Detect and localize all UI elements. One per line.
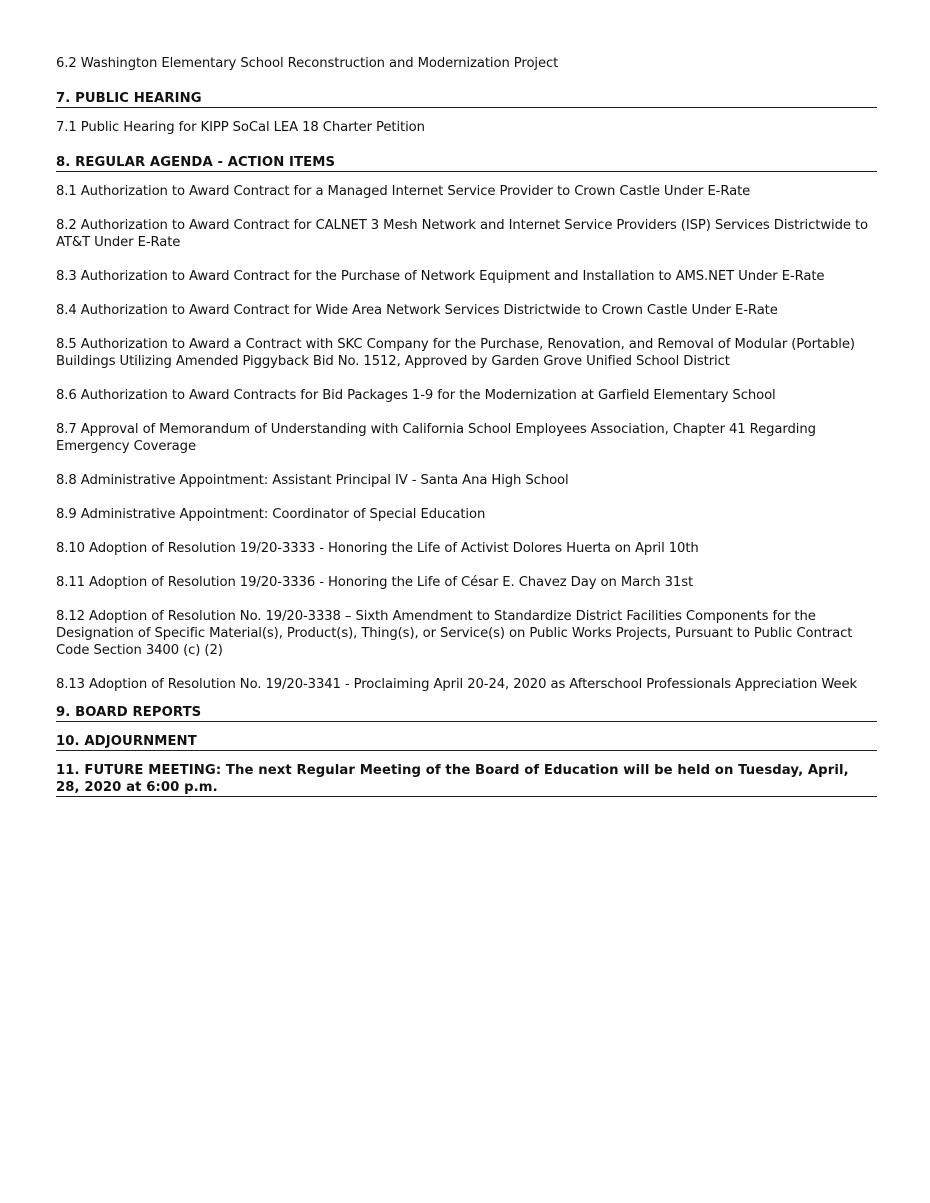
section-heading-regular-agenda: 8. REGULAR AGENDA - ACTION ITEMS <box>56 154 877 172</box>
agenda-item-8-6: 8.6 Authorization to Award Contracts for Bid Packages 1-9 for the Modernization at Garfield Elementary School <box>56 388 776 403</box>
section-heading-adjournment: 10. ADJOURNMENT <box>56 733 877 751</box>
agenda-item-8-7: 8.7 Approval of Memorandum of Understanding with California School Employees Association, Chapter 41 Regarding Emergency Coverage <box>56 422 816 454</box>
agenda-item-8-1: 8.1 Authorization to Award Contract for a Managed Internet Service Provider to Crown Castle Under E-Rate <box>56 184 751 199</box>
agenda-item-8-3: 8.3 Authorization to Award Contract for the Purchase of Network Equipment and Installation to AMS.NET Under E-Rate <box>56 269 825 284</box>
agenda-page <box>56 55 877 808</box>
agenda-item-6-2: 6.2 Washington Elementary School Reconstruction and Modernization Project <box>56 56 559 71</box>
agenda-item-7-1: 7.1 Public Hearing for KIPP SoCal LEA 18 Charter Petition <box>56 120 425 135</box>
agenda-item-8-10: 8.10 Adoption of Resolution 19/20-3333 - Honoring the Life of Activist Dolores Huerta on April 10th <box>56 541 699 556</box>
section-heading-public-hearing: 7. PUBLIC HEARING <box>56 90 877 108</box>
section-heading-future-meeting: 11. FUTURE MEETING: The next Regular Meeting of the Board of Education will be held on Tuesday, April, 28, 2020 at 6:00 p.m. <box>56 762 877 797</box>
agenda-item-8-9: 8.9 Administrative Appointment: Coordinator of Special Education <box>56 507 486 522</box>
agenda-item-8-11: 8.11 Adoption of Resolution 19/20-3336 - Honoring the Life of César E. Chavez Day on March 31st <box>56 575 694 590</box>
agenda-item-8-13: 8.13 Adoption of Resolution No. 19/20-3341 - Proclaiming April 20-24, 2020 as Afterschool Professionals Appreciation Week <box>56 677 858 692</box>
agenda-item-8-2: 8.2 Authorization to Award Contract for CALNET 3 Mesh Network and Internet Service Providers (ISP) Services Districtwide to AT&T Under E-Rate <box>56 218 869 250</box>
agenda-item-8-4: 8.4 Authorization to Award Contract for Wide Area Network Services Districtwide to Crown Castle Under E-Rate <box>56 303 778 318</box>
agenda-item-8-12: 8.12 Adoption of Resolution No. 19/20-3338 – Sixth Amendment to Standardize District Facilities Components for the Designation of Specific Material(s), Product(s), Thing(s), or Service(s) on Public Works Projects, Pursuant to Public Contract Code Section 3400 (c) (2) <box>56 609 853 658</box>
section-heading-board-reports: 9. BOARD REPORTS <box>56 704 877 722</box>
agenda-item-8-8: 8.8 Administrative Appointment: Assistant Principal IV - Santa Ana High School <box>56 473 569 488</box>
agenda-item-8-5: 8.5 Authorization to Award a Contract with SKC Company for the Purchase, Renovation, and Removal of Modular (Portable) Buildings Utilizing Amended Piggyback Bid No. 1512, Approved by Garden Grove Unified School District <box>56 337 855 369</box>
